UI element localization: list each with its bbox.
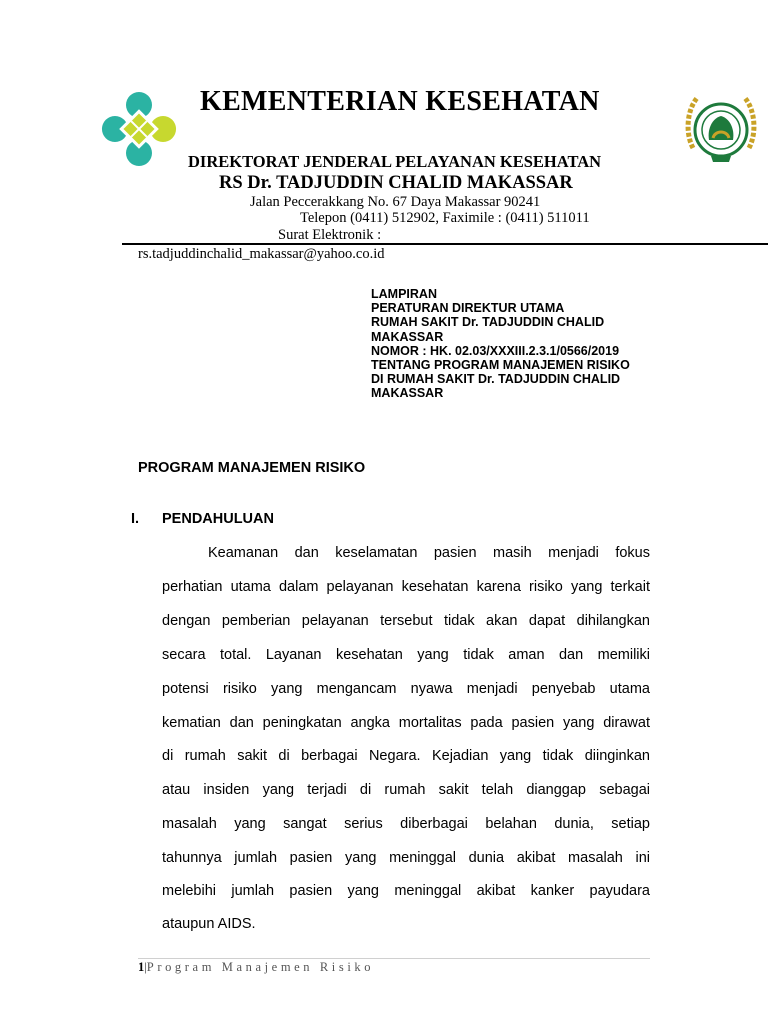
paragraph-line: Keamanan dan keselamatan pasien masih menjadi fokus <box>208 545 650 561</box>
appendix-line: TENTANG PROGRAM MANAJEMEN RISIKO <box>371 358 630 373</box>
header-divider <box>122 243 768 245</box>
paragraph-line: dengan pemberian pelayanan tersebut tidak akan dapat dihilangkan <box>162 613 650 629</box>
appendix-line: DI RUMAH SAKIT Dr. TADJUDDIN CHALID <box>371 372 621 387</box>
appendix-line: MAKASSAR <box>371 329 444 344</box>
paragraph-line: tahunnya jumlah pasien yang meninggal dunia akibat masalah ini <box>162 850 650 866</box>
appendix-block <box>371 287 661 401</box>
hospital-email: rs.tadjuddinchalid_makassar@yahoo.co.id <box>138 246 385 262</box>
paragraph-line: perhatian utama dalam pelayanan kesehatan karena risiko yang terkait <box>162 579 650 595</box>
footer-divider <box>138 958 650 959</box>
hospital-address: Jalan Peccerakkang No. 67 Daya Makassar 90241 <box>250 194 541 210</box>
appendix-line: PERATURAN DIREKTUR UTAMA <box>371 301 565 316</box>
footer-text: Program Manajemen Risiko <box>146 960 375 974</box>
directorate-name: DIREKTORAT JENDERAL PELAYANAN KESEHATAN <box>188 152 602 171</box>
paragraph-line: di rumah sakit di berbagai Negara. Kejadian yang tidak diinginkan <box>162 748 650 764</box>
paragraph-line: ataupun AIDS. <box>162 916 256 932</box>
section-title: PENDAHULUAN <box>162 511 274 527</box>
section-number: I. <box>131 511 140 527</box>
appendix-line: LAMPIRAN <box>371 287 437 301</box>
page-number: 1 <box>138 960 145 974</box>
paragraph-line: potensi risiko yang mengancam nyawa menjadi penyebab utama <box>162 681 650 697</box>
hospital-phone: Telepon (0411) 512902, Faximile : (0411) 511011 <box>300 210 590 226</box>
document-title: PROGRAM MANAJEMEN RISIKO <box>138 460 366 476</box>
footer-separator: | <box>144 960 147 974</box>
paragraph-line: masalah yang sangat serius diberbagai belahan dunia, setiap <box>162 816 650 832</box>
email-label: Surat Elektronik : <box>278 227 382 243</box>
paragraph-line: atau insiden yang terjadi di rumah sakit telah dianggap sebagai <box>162 782 650 798</box>
ministry-title: KEMENTERIAN KESEHATAN <box>200 86 600 117</box>
paragraph-line: melebihi jumlah pasien yang meninggal akibat kanker payudara <box>162 883 650 899</box>
kemenkes-logo-icon <box>98 88 180 170</box>
paragraph-line: secara total. Layanan kesehatan yang tidak aman dan memiliki <box>162 647 650 663</box>
appendix-line: RUMAH SAKIT Dr. TADJUDDIN CHALID <box>371 315 605 330</box>
hospital-seal-icon <box>685 88 757 168</box>
appendix-line: NOMOR : HK. 02.03/XXXIII.2.3.1/0566/2019 <box>371 343 620 358</box>
appendix-line: MAKASSAR <box>371 386 444 401</box>
paragraph-line: kematian dan peningkatan angka mortalitas pada pasien yang dirawat <box>162 715 650 731</box>
hospital-name: RS Dr. TADJUDDIN CHALID MAKASSAR <box>219 173 573 193</box>
page-footer <box>138 960 374 975</box>
